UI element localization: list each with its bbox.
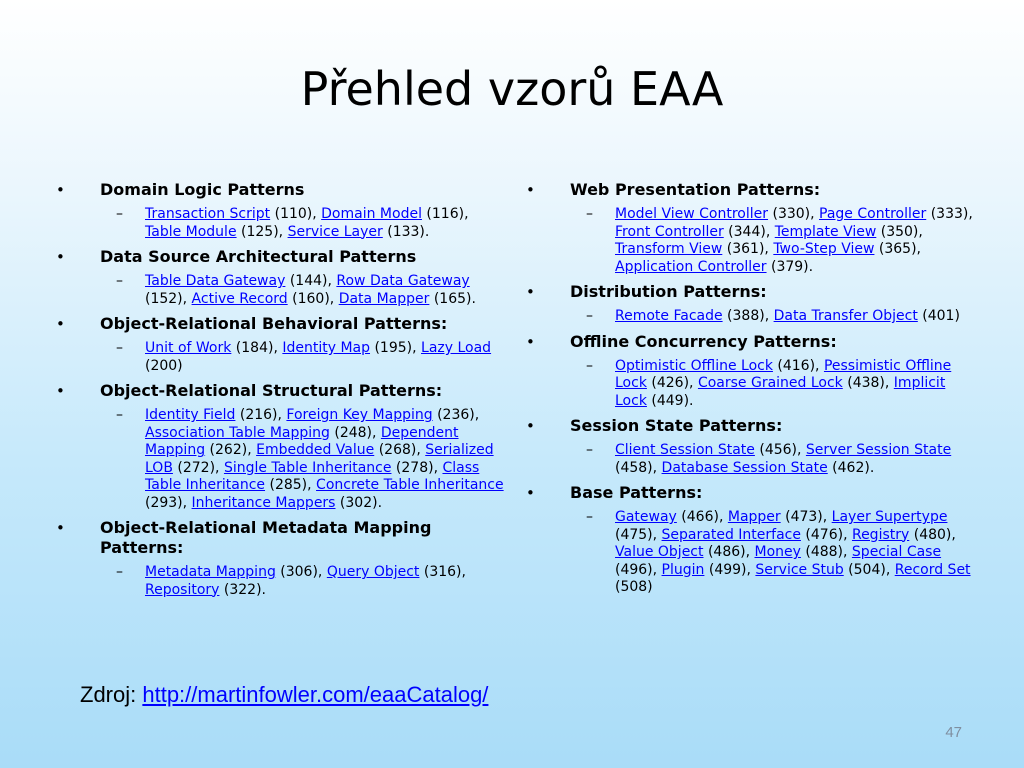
- bullet-icon: •: [56, 519, 65, 537]
- section-heading: Object-Relational Behavioral Patterns:: [100, 314, 448, 333]
- pattern-link-gateway[interactable]: Gateway: [615, 509, 677, 525]
- pattern-link-active-record[interactable]: Active Record: [191, 290, 288, 307]
- pattern-link-pessimistic-offline-lock[interactable]: Pessimistic Offline Lock: [615, 357, 952, 391]
- page-ref: (302).: [335, 494, 383, 511]
- section-domain-logic-patterns: [56, 180, 506, 241]
- pattern-list: [145, 206, 506, 241]
- bullet-icon: •: [56, 181, 65, 199]
- pattern-link-domain-model[interactable]: Domain Model: [321, 206, 422, 222]
- pattern-link-query-object[interactable]: Query Object: [326, 564, 420, 580]
- page-number: 47: [945, 724, 962, 741]
- pattern-list: [615, 509, 976, 597]
- pattern-link-identity-field[interactable]: Identity Field: [145, 407, 236, 423]
- pattern-link-page-controller[interactable]: Page Controller: [819, 206, 927, 222]
- dash-icon: –: [116, 340, 123, 356]
- pattern-link-transaction-script[interactable]: Transaction Script: [145, 206, 271, 222]
- page-ref: (350),: [876, 223, 923, 240]
- section-object-relational-behavioral-patterns: [56, 314, 506, 375]
- pattern-link-application-controller[interactable]: Application Controller: [615, 258, 767, 275]
- pattern-link-service-stub[interactable]: Service Stub: [755, 561, 844, 578]
- section-heading: Web Presentation Patterns:: [570, 180, 821, 199]
- pattern-link-table-data-gateway[interactable]: Table Data Gateway: [145, 273, 286, 289]
- section-session-state-patterns: [526, 416, 976, 477]
- page-ref: (285),: [265, 477, 317, 493]
- pattern-link-value-object[interactable]: Value Object: [615, 544, 704, 560]
- pattern-link-implicit-lock[interactable]: Implicit Lock: [615, 375, 946, 409]
- section-heading: Domain Logic Patterns: [100, 180, 305, 199]
- page-ref: (262),: [205, 442, 257, 458]
- section-heading: Session State Patterns:: [570, 416, 783, 435]
- dash-icon: –: [586, 509, 593, 525]
- dash-icon: –: [116, 407, 123, 423]
- pattern-link-template-view[interactable]: Template View: [774, 223, 877, 240]
- section-heading: Base Patterns:: [570, 483, 703, 502]
- bullet-icon: •: [56, 315, 65, 333]
- page-ref: (473),: [780, 509, 832, 525]
- section-heading: Object-Relational Metadata Mapping Patterns:: [100, 518, 432, 557]
- section-heading: Object-Relational Structural Patterns:: [100, 381, 443, 400]
- right-column: [526, 180, 976, 603]
- page-ref: (293),: [145, 494, 192, 511]
- section-object-relational-structural-patterns: [56, 381, 506, 512]
- page-ref: (116),: [421, 206, 469, 222]
- page-ref: (388),: [722, 308, 774, 324]
- slide-title: Přehled vzorů EAA: [300, 62, 724, 116]
- pattern-link-remote-facade[interactable]: Remote Facade: [615, 308, 723, 324]
- left-column: [56, 180, 506, 605]
- pattern-link-unit-of-work[interactable]: Unit of Work: [145, 340, 232, 356]
- page-ref: (508): [615, 579, 653, 595]
- page-ref: (322).: [219, 581, 266, 598]
- pattern-link-special-case[interactable]: Special Case: [851, 544, 942, 560]
- pattern-link-client-session-state[interactable]: Client Session State: [615, 442, 755, 458]
- dash-icon: –: [586, 308, 593, 324]
- pattern-list: [615, 308, 976, 326]
- page-ref: (475),: [615, 526, 662, 543]
- page-ref: (278),: [391, 459, 443, 476]
- pattern-link-association-table-mapping[interactable]: Association Table Mapping: [145, 424, 330, 441]
- page-ref: (316),: [419, 564, 466, 580]
- dash-icon: –: [586, 442, 593, 458]
- dash-icon: –: [116, 564, 123, 580]
- page-ref: (330),: [768, 206, 820, 222]
- page-ref: (236),: [432, 407, 480, 423]
- page-ref: (144),: [285, 273, 337, 289]
- pattern-link-dependent-mapping[interactable]: Dependent Mapping: [145, 424, 459, 458]
- page-ref: (272),: [172, 459, 224, 476]
- section-heading: Offline Concurrency Patterns:: [570, 331, 837, 351]
- page-ref: (449).: [646, 392, 694, 409]
- page-ref: (333),: [926, 206, 973, 222]
- pattern-link-separated-interface[interactable]: Separated Interface: [661, 526, 801, 543]
- bullet-icon: •: [526, 417, 535, 435]
- pattern-link-row-data-gateway[interactable]: Row Data Gateway: [336, 273, 470, 289]
- section-offline-concurrency-patterns: [526, 332, 976, 411]
- page-ref: (379).: [766, 258, 814, 275]
- pattern-list: [615, 358, 976, 411]
- pattern-link-layer-supertype[interactable]: Layer Supertype: [831, 509, 948, 525]
- page-ref: (476),: [800, 526, 852, 543]
- page-ref: (480),: [909, 526, 956, 543]
- pattern-link-lazy-load[interactable]: Lazy Load: [421, 340, 492, 356]
- pattern-list: [615, 206, 976, 276]
- page-ref: (416),: [772, 357, 824, 374]
- pattern-link-database-session-state[interactable]: Database Session State: [661, 459, 828, 476]
- pattern-link-plugin[interactable]: Plugin: [661, 561, 705, 578]
- page-ref: (466),: [676, 509, 728, 525]
- dash-icon: –: [586, 357, 593, 374]
- pattern-link-single-table-inheritance[interactable]: Single Table Inheritance: [223, 459, 392, 476]
- pattern-link-table-module[interactable]: Table Module: [145, 223, 237, 240]
- pattern-list: [615, 442, 976, 477]
- pattern-link-data-mapper[interactable]: Data Mapper: [338, 290, 430, 307]
- page-ref: (216),: [235, 407, 287, 423]
- pattern-list: [145, 340, 506, 375]
- pattern-list: [145, 273, 506, 308]
- bullet-icon: •: [526, 332, 535, 351]
- bullet-icon: •: [56, 382, 65, 400]
- section-web-presentation-patterns: [526, 180, 976, 276]
- page-ref: (248),: [329, 424, 381, 441]
- pattern-link-record-set[interactable]: Record Set: [894, 561, 971, 578]
- bullet-icon: •: [56, 248, 65, 266]
- section-base-patterns: [526, 483, 976, 597]
- page-ref: (268),: [374, 442, 426, 458]
- pattern-list: [145, 407, 506, 512]
- page-ref: (426),: [646, 375, 698, 391]
- pattern-link-front-controller[interactable]: Front Controller: [615, 223, 724, 240]
- pattern-link-class-table-inheritance[interactable]: Class Table Inheritance: [145, 459, 480, 493]
- pattern-link-transform-view[interactable]: Transform View: [615, 241, 723, 257]
- page-ref: (456),: [754, 442, 806, 458]
- page-ref: (184),: [231, 340, 283, 356]
- pattern-list: [145, 564, 506, 599]
- section-data-source-architectural-patterns: [56, 247, 506, 308]
- section-object-relational-metadata-mapping-patterns: [56, 518, 506, 599]
- page-ref: (133).: [382, 223, 430, 240]
- page-ref: (488),: [800, 544, 852, 560]
- section-distribution-patterns: [526, 282, 976, 326]
- section-heading: Distribution Patterns:: [570, 282, 767, 301]
- section-heading: Data Source Architectural Patterns: [100, 247, 417, 266]
- dash-icon: –: [586, 206, 593, 222]
- pattern-link-optimistic-offline-lock[interactable]: Optimistic Offline Lock: [615, 357, 773, 374]
- page-ref: (152),: [145, 290, 192, 307]
- page-ref: (365),: [874, 241, 921, 257]
- pattern-link-metadata-mapping[interactable]: Metadata Mapping: [145, 564, 276, 580]
- page-ref: (165).: [429, 290, 476, 307]
- page-ref: (306),: [275, 564, 327, 580]
- pattern-link-inheritance-mappers[interactable]: Inheritance Mappers: [191, 494, 336, 511]
- pattern-link-repository[interactable]: Repository: [145, 581, 220, 598]
- page-ref: (401): [917, 308, 960, 324]
- bullet-icon: •: [526, 181, 535, 199]
- source-line: [80, 682, 488, 708]
- pattern-link-money[interactable]: Money: [754, 544, 801, 560]
- pattern-link-server-session-state[interactable]: Server Session State: [805, 442, 952, 458]
- pattern-link-embedded-value[interactable]: Embedded Value: [256, 442, 375, 458]
- pattern-link-registry[interactable]: Registry: [851, 526, 910, 543]
- pattern-link-model-view-controller[interactable]: Model View Controller: [615, 206, 769, 222]
- pattern-link-serialized-lob[interactable]: Serialized LOB: [145, 442, 494, 476]
- page-ref: (200): [145, 357, 183, 374]
- page-ref: (496),: [615, 561, 662, 578]
- pattern-link-two-step-view[interactable]: Two-Step View: [773, 241, 875, 257]
- page-ref: (361),: [722, 241, 774, 257]
- bullet-icon: •: [526, 283, 535, 301]
- page-ref: (344),: [723, 223, 775, 240]
- bullet-icon: •: [526, 484, 535, 502]
- page-ref: (125),: [236, 223, 288, 240]
- pattern-link-service-layer[interactable]: Service Layer: [287, 223, 383, 240]
- page-ref: (486),: [703, 544, 755, 560]
- pattern-link-concrete-table-inheritance[interactable]: Concrete Table Inheritance: [316, 477, 504, 493]
- page-ref: (160),: [287, 290, 339, 307]
- pattern-link-coarse-grained-lock[interactable]: Coarse Grained Lock: [697, 375, 843, 391]
- source-label: Zdroj:: [80, 682, 143, 707]
- dash-icon: –: [116, 206, 123, 222]
- dash-icon: –: [116, 273, 123, 289]
- pattern-link-mapper[interactable]: Mapper: [727, 509, 781, 525]
- page-ref: (499),: [704, 561, 756, 578]
- pattern-link-data-transfer-object[interactable]: Data Transfer Object: [773, 308, 918, 324]
- page-ref: (504),: [843, 561, 895, 578]
- page-ref: (195),: [370, 340, 422, 356]
- page-ref: (438),: [842, 375, 894, 391]
- pattern-link-foreign-key-mapping[interactable]: Foreign Key Mapping: [286, 407, 433, 423]
- page-ref: (462).: [827, 459, 875, 476]
- page-ref: (110),: [270, 206, 322, 222]
- source-link[interactable]: http://martinfowler.com/eaaCatalog/: [142, 682, 489, 707]
- pattern-link-identity-map[interactable]: Identity Map: [282, 340, 371, 356]
- page-ref: (458),: [615, 459, 662, 476]
